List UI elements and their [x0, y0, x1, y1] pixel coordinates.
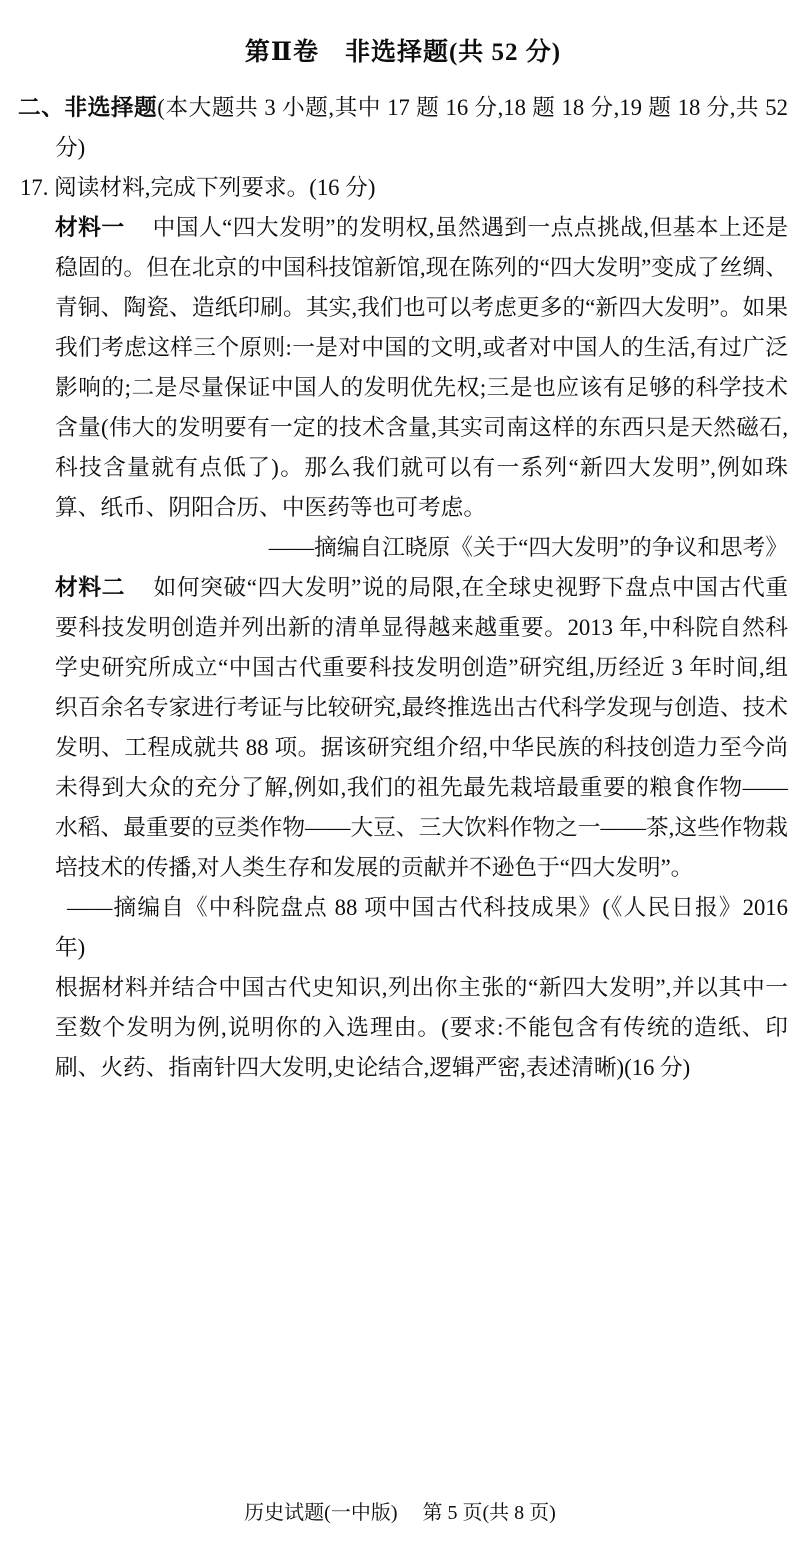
question-17-intro-line	[18, 168, 788, 208]
question-17-task: 根据材料并结合中国古代史知识,列出你主张的“新四大发明”,并以其中一至数个发明为例,说明你的入选理由。(要求:不能包含有传统的造纸、印刷、火药、指南针四大发明,史论结合,逻辑严密,表述清晰)(16 分)	[55, 975, 788, 1080]
page-title: 第Ⅱ卷 非选择题(共 52 分)	[244, 39, 562, 66]
material-1-paragraph	[55, 208, 788, 528]
section-heading-label: 二、非选择题	[18, 95, 158, 120]
question-17-number: 17.	[20, 175, 49, 200]
material-1-source: ——摘编自江晓原《关于“四大发明”的争议和思考》	[268, 535, 788, 560]
section-heading-description: (本大题共 3 小题,其中 17 题 16 分,18 题 18 分,19 题 18 分,共 52 分)	[55, 95, 788, 160]
material-2-paragraph	[55, 568, 788, 888]
section-heading	[18, 88, 788, 168]
material-2-label: 材料二	[55, 575, 126, 600]
page-footer: 历史试题(一中版) 第 5 页(共 8 页)	[244, 1502, 556, 1524]
material-1-label: 材料一	[55, 215, 125, 240]
question-17-intro-text: 阅读材料,完成下列要求。(16 分)	[54, 175, 376, 200]
material-2-text: 如何突破“四大发明”说的局限,在全球史视野下盘点中国古代重要科技发明创造并列出新的清单显得越来越重要。2013 年,中科院自然科学史研究所成立“中国古代重要科技发明创造”研究组,历经近 3 年时间,组织百余名专家进行考证与比较研究,最终推选出古代科学发现与创造、技术发明、工程成就共 88 项。据该研究组介绍,中华民族的科技创造力至今尚未得到大众的充分了解,例如,我们的祖先最先栽培最重要的粮食作物——水稻、最重要的豆类作物——大豆、三大饮料作物之一——茶,这些作物栽培技术的传播,对人类生存和发展的贡献并不逊色于“四大发明”。	[55, 575, 789, 880]
material-2-source: ——摘编自《中科院盘点 88 项中国古代科技成果》(《人民日报》2016 年)	[55, 895, 788, 960]
material-1-text: 中国人“四大发明”的发明权,虽然遇到一点点挑战,但基本上还是稳固的。但在北京的中国科技馆新馆,现在陈列的“四大发明”变成了丝绸、青铜、陶瓷、造纸印刷。其实,我们也可以考虑更多的“新四大发明”。如果我们考虑这样三个原则:一是对中国的文明,或者对中国人的生活,有过广泛影响的;二是尽量保证中国人的发明优先权;三是也应该有足够的科学技术含量(伟大的发明要有一定的技术含量,其实司南这样的东西只是天然磁石,科技含量就有点低了)。那么我们就可以有一系列“新四大发明”,例如珠算、纸币、阴阳合历、中医药等也可考虑。	[55, 215, 789, 520]
